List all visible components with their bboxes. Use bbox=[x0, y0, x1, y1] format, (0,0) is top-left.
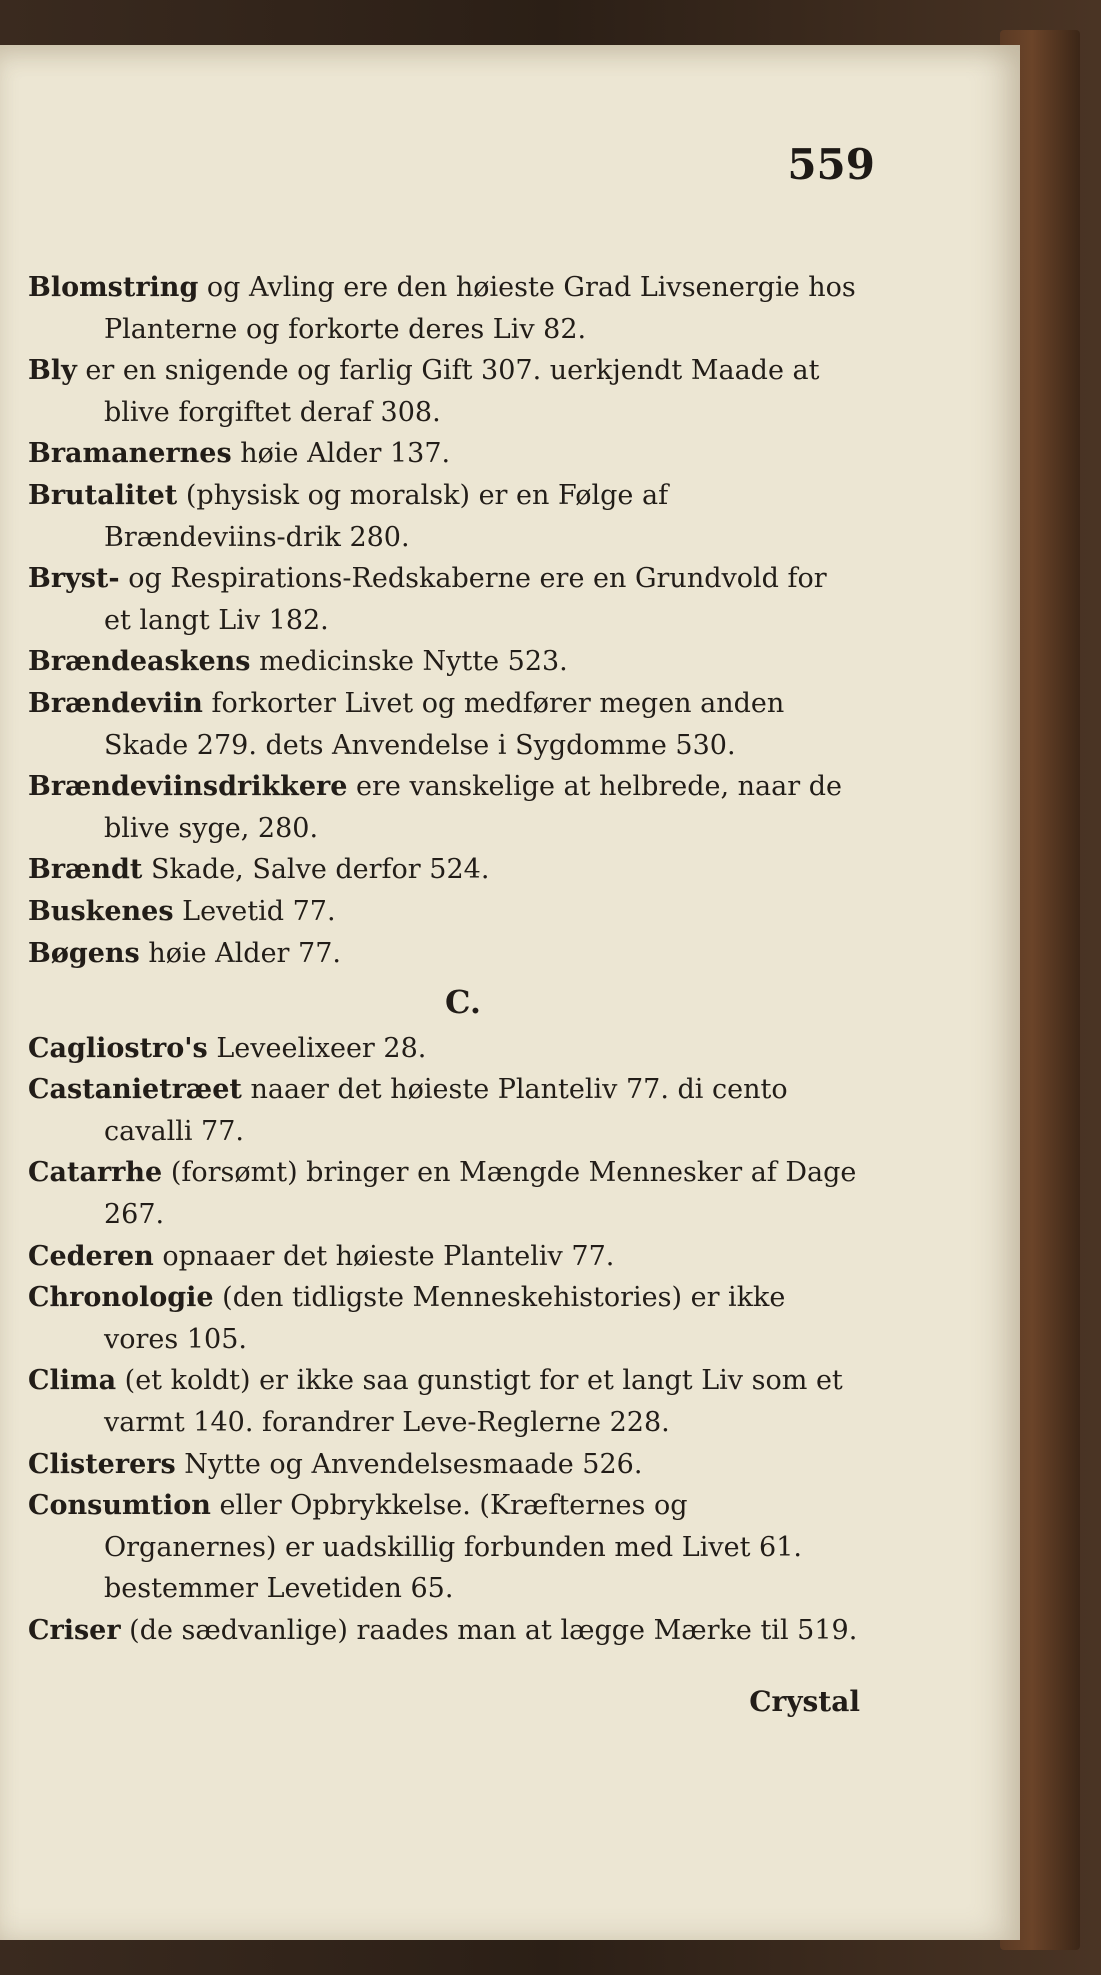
entry-head: Brændeviin bbox=[28, 687, 203, 719]
index-entry bbox=[28, 1236, 858, 1278]
entry-text: høie Alder 137. bbox=[240, 438, 451, 470]
index-entry bbox=[28, 891, 858, 933]
entry-head: Brutalitet bbox=[28, 479, 178, 511]
index-entry bbox=[28, 1277, 858, 1360]
entry-text: (et koldt) er ikke saa gunstigt for et langt Liv som et varmt 140. forandrer Leve-Reglerne 228. bbox=[104, 1365, 843, 1439]
entry-text: er en snigende og farlig Gift 307. uerkjendt Maade at blive forgiftet deraf 308. bbox=[85, 355, 820, 428]
entry-text: (physisk og moralsk) er en Følge af Brændeviins-drik 280. bbox=[104, 479, 669, 553]
entry-head: Consumtion bbox=[28, 1490, 211, 1522]
entry-text: eller Opbrykkelse. (Kræfternes og Organernes) er uadskillig forbunden med Livet 61. bestemmer Levetiden 65. bbox=[104, 1490, 802, 1605]
entry-head: Cagliostro's bbox=[28, 1032, 208, 1064]
index-entry bbox=[28, 1485, 858, 1610]
entry-head: Catarrhe bbox=[28, 1157, 163, 1189]
entry-text: Leveelixeer 28. bbox=[216, 1032, 427, 1064]
entry-text: (forsømt) bringer en Mængde Mennesker af Dage 267. bbox=[104, 1157, 857, 1231]
entry-head: Blomstring bbox=[28, 272, 199, 303]
index-entry bbox=[28, 849, 858, 891]
entry-text: forkorter Livet og medfører megen anden Skade 279. dets Anvendelse i Sygdomme 530. bbox=[104, 687, 785, 761]
entry-head: Buskenes bbox=[28, 895, 174, 927]
index-entry bbox=[28, 641, 858, 683]
entry-text: (den tidligste Menneskehistories) er ikke vores 105. bbox=[104, 1282, 786, 1355]
book-page bbox=[0, 45, 1020, 1940]
index-entry bbox=[28, 1069, 858, 1152]
index-entries bbox=[28, 267, 858, 1652]
entry-head: Bly bbox=[28, 355, 77, 387]
entry-text: Skade, Salve derfor 524. bbox=[150, 854, 490, 886]
index-entry bbox=[28, 683, 858, 766]
entry-head: Brændeaskens bbox=[28, 646, 251, 678]
entry-text: (de sædvanlige) raades man at lægge Mærke til 519. bbox=[129, 1615, 858, 1646]
entry-text: Nytte og Anvendelsesmaade 526. bbox=[184, 1448, 643, 1480]
index-entry bbox=[28, 1444, 858, 1486]
index-entry bbox=[28, 1152, 858, 1235]
index-entry bbox=[28, 475, 858, 558]
entry-head: Bramanernes bbox=[28, 438, 232, 470]
entry-head: Brændt bbox=[28, 854, 143, 886]
entry-text: og Avling ere den høieste Grad Livsenergie hos Planterne og forkorte deres Liv 82. bbox=[104, 272, 856, 345]
entry-head: Bøgens bbox=[28, 937, 140, 969]
section-letter-c: C. bbox=[444, 983, 482, 1022]
index-entry bbox=[28, 350, 858, 433]
entry-text: opnaaer det høieste Planteliv 77. bbox=[162, 1240, 615, 1272]
entry-head: Bryst- bbox=[28, 563, 120, 595]
catchword: Crystal bbox=[749, 1685, 860, 1718]
entry-text: medicinske Nytte 523. bbox=[259, 646, 568, 678]
entry-head: Chronologie bbox=[28, 1282, 214, 1314]
index-entry bbox=[28, 558, 858, 641]
entry-head: Castanietræet bbox=[28, 1074, 242, 1106]
entry-head: Clisterers bbox=[28, 1448, 176, 1480]
index-entry bbox=[28, 267, 858, 350]
index-entry bbox=[28, 933, 858, 975]
page-number: 559 bbox=[787, 140, 875, 189]
entry-text: ere vanskelige at helbrede, naar de blive syge, 280. bbox=[104, 771, 843, 844]
entry-head: Criser bbox=[28, 1615, 121, 1646]
index-entry bbox=[28, 433, 858, 475]
entry-head: Clima bbox=[28, 1365, 117, 1397]
index-entry bbox=[28, 766, 858, 849]
index-entry bbox=[28, 1028, 858, 1070]
entry-text: naaer det høieste Planteliv 77. di cento cavalli 77. bbox=[104, 1074, 788, 1147]
index-entry bbox=[28, 1610, 858, 1652]
entry-text: høie Alder 77. bbox=[148, 937, 341, 969]
index-entry bbox=[28, 1360, 858, 1443]
entry-text: og Respirations-Redskaberne ere en Grundvold for et langt Liv 182. bbox=[104, 563, 827, 636]
entry-head: Cederen bbox=[28, 1240, 154, 1272]
entry-head: Brændeviinsdrikkere bbox=[28, 771, 348, 803]
entry-text: Levetid 77. bbox=[182, 895, 336, 927]
